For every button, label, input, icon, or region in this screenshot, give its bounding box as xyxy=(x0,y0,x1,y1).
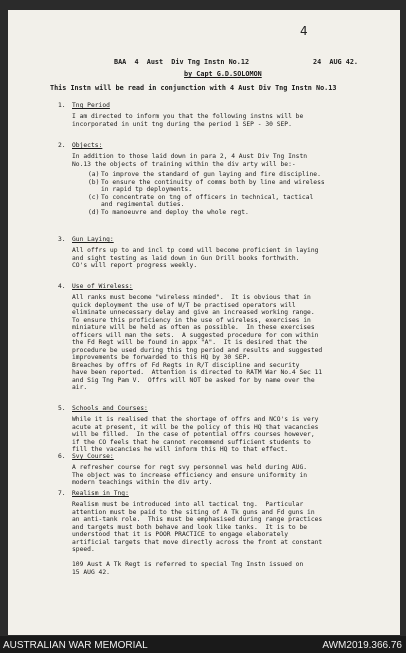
section-text-line: CO's will report progress weekly. xyxy=(72,262,198,269)
section-text-line: understood that it is POOR PRACTICE to engage elaborately xyxy=(72,531,289,538)
section-text-line: incorporated in unit tng during the period 1 SEP - 30 SEP. xyxy=(72,120,292,128)
section-text-line: A refresher course for regt svy personnel was held during AUG. xyxy=(72,464,308,471)
section-text-line: improvements be forwarded to this HQ by 30 SEP. xyxy=(72,354,251,361)
objects-list-letter: (d) xyxy=(88,208,100,216)
objects-list-letter: (b) xyxy=(88,178,100,186)
objects-list-text: To ensure the continuity of comms both by line and wireless xyxy=(101,178,325,186)
document-date: 24 AUG 42. xyxy=(313,58,359,66)
section-heading: Use of Wireless: xyxy=(72,283,133,290)
section-text-line: All ranks must become "wireless minded". It is obvious that in xyxy=(72,294,311,301)
section-number: 6. xyxy=(58,453,66,460)
section-text-line: air. xyxy=(72,384,88,391)
section-text-line: fill the vacancies he will inform this HQ to that effect. xyxy=(72,446,289,453)
section-text-line: While it is realised that the shortage of offrs and NCO's is very xyxy=(72,416,319,423)
section-text-line: 15 AUG 42. xyxy=(72,568,110,576)
document-author: by Capt G.D.SOLOMON xyxy=(184,70,262,78)
section-text-line: the Fd Regt will be found in appx "A". It is desired that the xyxy=(72,339,308,346)
objects-list-letter: (c) xyxy=(88,193,100,201)
section-heading: Schools and Courses: xyxy=(72,405,148,412)
section-text-line: and sight testing as laid down in Gun Drill books forthwith. xyxy=(72,254,300,262)
section-text-line: speed. xyxy=(72,546,95,553)
section-text-line: officers will man the sets. A suggested procedure for com within xyxy=(72,331,319,339)
section-text-line: Breaches by offrs of Fd Regts in R/T discipline and security xyxy=(72,361,300,369)
section-text-line: will be filled. In the case of potential offrs courses however, xyxy=(72,431,315,438)
section-text-line: To ensure this proficiency in the use of wireless, exercises in xyxy=(72,316,311,324)
section-text-line: miniature will be held as often as possible. In these exercises xyxy=(72,324,315,331)
footer-institution: AUSTRALIAN WAR MEMORIAL xyxy=(3,640,148,651)
document-page xyxy=(8,10,400,635)
section-text-line: modern teachings within the div arty. xyxy=(72,479,213,486)
section-text-line: 109 Aust A Tk Regt is referred to special Tng Instn issued on xyxy=(72,561,304,568)
section-number: 3. xyxy=(58,236,66,243)
section-text-line: All offrs up to and incl tp comd will become proficient in laying xyxy=(72,247,319,254)
section-text-line: attention must be paid to the siting of A Tk guns and Fd guns in xyxy=(72,508,315,516)
document-title: BAA 4 Aust Div Tng Instn No.12 xyxy=(114,58,250,66)
handwritten-page-mark: 4 xyxy=(300,24,308,38)
objects-list-text: To manoeuvre and deploy the whole regt. xyxy=(101,208,249,216)
section-heading: Tng Period xyxy=(72,102,110,109)
section-text-line: and targets must both behave and look like tanks. It is to be xyxy=(72,523,308,531)
section-number: 5. xyxy=(58,405,66,412)
section-number: 4. xyxy=(58,283,66,290)
objects-list-text: and regimental duties. xyxy=(101,201,185,208)
section-number: 1. xyxy=(58,102,66,109)
section-number: 7. xyxy=(58,490,66,497)
document-intro: This Instn will be read in conjunction with 4 Aust Div Tng Instn No.13 xyxy=(50,84,337,92)
section-text-line: Realism must be introduced into all tactical tng. Particular xyxy=(72,501,304,508)
section-text-line: have been reported. Attention is directed to RATM War No.4 Sec 11 xyxy=(72,369,323,376)
section-text-line: I am directed to inform you that the following instns will be xyxy=(72,113,304,120)
section-text-line: and Sig Tng Pam V. Offrs will NOT be asked for by name over the xyxy=(72,376,315,384)
section-text-line: In addition to those laid down in para 2, 4 Aust Div Tng Instn xyxy=(72,153,308,160)
section-text-line: acute at present, it will be the policy of this HQ that vacancies xyxy=(72,423,319,431)
section-text-line: eliminate unnecessary delay and give an increased working range. xyxy=(72,309,315,316)
objects-list-text: To improve the standard of gun laying and fire discipline. xyxy=(101,171,321,178)
objects-list-text: in rapid tp deployments. xyxy=(101,186,192,193)
footer-bar xyxy=(0,636,406,653)
section-heading: Gun Laying: xyxy=(72,236,114,243)
section-heading: Realism in Tng: xyxy=(72,490,129,497)
footer-accession-number: AWM2019.366.76 xyxy=(322,640,402,651)
section-text-line: artificial targets that move directly across the front at constant xyxy=(72,538,323,546)
section-heading: Svy Course: xyxy=(72,453,114,460)
section-number: 2. xyxy=(58,142,66,149)
section-heading: Objects: xyxy=(72,142,103,149)
section-text-line: No.13 the objects of training within the div arty will be:- xyxy=(72,160,296,168)
objects-list-text: To concentrate on tng of officers in technical, tactical xyxy=(101,193,314,201)
section-text-line: The object was to increase efficiency and ensure uniformity in xyxy=(72,471,308,479)
objects-list-letter: (a) xyxy=(88,171,100,178)
section-text-line: quick deployment the use of W/T be practised operators will xyxy=(72,301,296,309)
section-text-line: if the CO feels that he cannot recommend sufficient students to xyxy=(72,438,311,446)
section-text-line: an anti-tank role. This must be emphasised during range practices xyxy=(72,516,323,523)
section-text-line: procedure be used during this tng period and results and suggested xyxy=(72,346,323,354)
